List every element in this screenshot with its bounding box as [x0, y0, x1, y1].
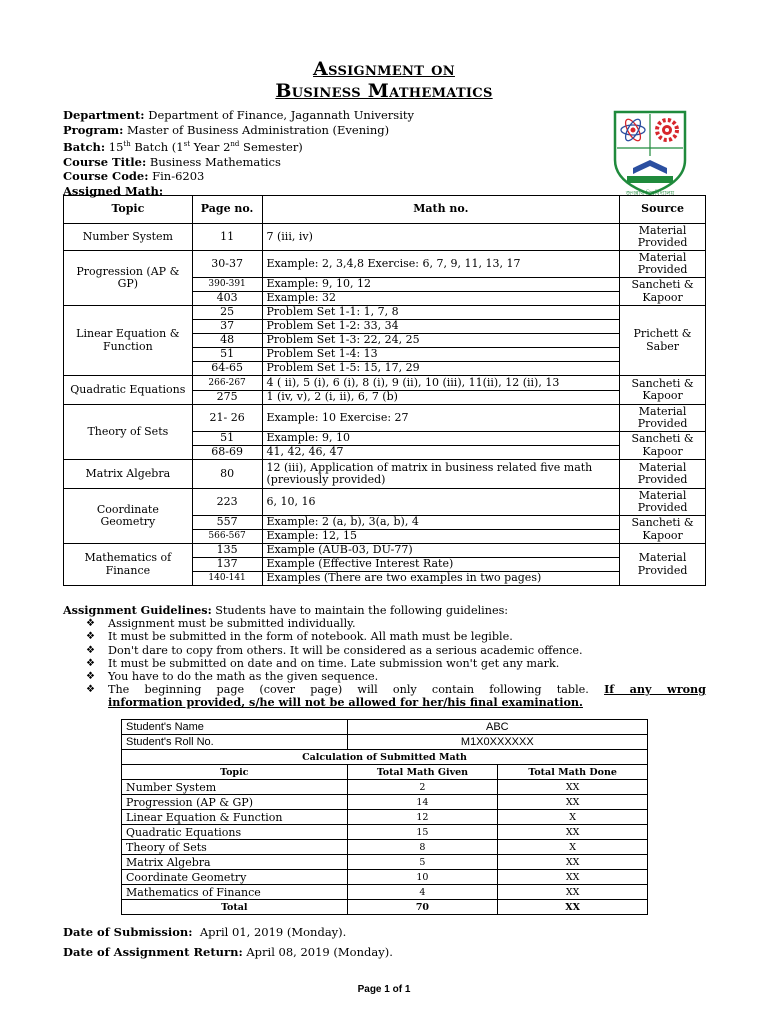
- diamond-bullet-icon: ❖: [86, 618, 95, 630]
- guidelines-label: Assignment Guidelines:: [63, 603, 212, 617]
- source-cell: Material Provided: [620, 460, 706, 489]
- university-logo-icon: [611, 108, 689, 198]
- math-cell: Problem Set 1-5: 15, 17, 29: [262, 362, 620, 376]
- course-title-label: Course Title:: [63, 154, 147, 169]
- topic-cell: Coordinate Geometry: [64, 489, 193, 544]
- diamond-bullet-icon: ❖: [86, 657, 95, 669]
- source-cell: Material Provided: [620, 251, 706, 278]
- table-row: [122, 840, 648, 855]
- table-row: [64, 544, 706, 558]
- math-cell: Example: 2 (a, b), 3(a, b), 4: [262, 516, 620, 530]
- program-label: Program:: [63, 122, 124, 137]
- topic-cell: Quadratic Equations: [122, 825, 348, 840]
- topic-cell: Mathematics of Finance: [64, 544, 193, 586]
- topic-cell: Quadratic Equations: [64, 376, 193, 405]
- page-cell: 68-69: [192, 446, 262, 460]
- roll-no-value: M1X0XXXXXX: [347, 735, 647, 750]
- topic-cell: Linear Equation & Function: [122, 810, 348, 825]
- page-cell: 223: [192, 489, 262, 516]
- given-cell: 5: [347, 855, 498, 870]
- math-cell: Problem Set 1-1: 1, 7, 8: [262, 306, 620, 320]
- student-name-label: Student's Name: [122, 720, 348, 735]
- table-header-row: [122, 765, 648, 780]
- submission-cover-table: [121, 719, 648, 915]
- given-cell: 4: [347, 885, 498, 900]
- assigned-math-table: [63, 195, 706, 586]
- course-code-value: Fin-6203: [152, 169, 205, 184]
- page-cell: 403: [192, 292, 262, 306]
- title-line-1: Assignment on: [313, 58, 455, 80]
- diamond-bullet-icon: ❖: [86, 644, 95, 656]
- department-value: Department of Finance, Jagannath University: [148, 108, 415, 122]
- return-date-label: Date of Assignment Return:: [63, 945, 243, 959]
- header-topic: Topic: [64, 196, 193, 224]
- warning-text: information provided, s/he will not be allowed for her/his final examination.: [108, 695, 583, 710]
- given-cell: 8: [347, 840, 498, 855]
- batch-text-1: Batch (1: [130, 140, 184, 155]
- page-cell: 135: [192, 544, 262, 558]
- batch-text-2: Year 2: [190, 140, 231, 155]
- topic-cell: Matrix Algebra: [64, 460, 193, 489]
- done-cell: XX: [498, 885, 648, 900]
- math-cell: Example: 9, 10: [262, 432, 620, 446]
- math-cell: Example: 9, 10, 12: [262, 278, 620, 292]
- return-date-value: April 08, 2019 (Monday).: [242, 945, 393, 959]
- table-row: [122, 720, 648, 735]
- page-cell: 51: [192, 432, 262, 446]
- table-row: [64, 489, 706, 516]
- source-cell: Prichett & Saber: [620, 306, 706, 376]
- page-cell: 557: [192, 516, 262, 530]
- diamond-bullet-icon: ❖: [86, 671, 95, 683]
- course-title-value: Business Mathematics: [149, 154, 281, 169]
- table-row: [64, 306, 706, 320]
- total-label: Total: [122, 900, 348, 915]
- math-cell: 4 ( ii), 5 (i), 6 (i), 8 (i), 9 (ii), 10 (iii), 11(ii), 12 (ii), 13: [262, 376, 620, 391]
- list-item: [63, 617, 706, 630]
- table-row: [122, 750, 648, 765]
- page-cell: 30-37: [192, 251, 262, 278]
- page-cell: 80: [192, 460, 262, 489]
- topic-cell: Theory of Sets: [64, 405, 193, 460]
- table-row: [64, 376, 706, 391]
- page-cell: 140-141: [192, 572, 262, 586]
- math-cell: 1 (iv, v), 2 (i, ii), 6, 7 (b): [262, 391, 620, 405]
- table-row: [122, 795, 648, 810]
- department-label: Department:: [63, 108, 145, 122]
- math-cell: 6, 10, 16: [262, 489, 620, 516]
- page-cell: 25: [192, 306, 262, 320]
- guideline-text: Don't dare to copy from others. It will be considered as a serious academic offence.: [108, 643, 583, 657]
- batch-sup-1: th: [123, 140, 131, 149]
- table-row: [122, 780, 648, 795]
- student-name-value: ABC: [347, 720, 647, 735]
- done-cell: XX: [498, 780, 648, 795]
- page-cell: 37: [192, 320, 262, 334]
- source-cell: Sancheti & Kapoor: [620, 432, 706, 460]
- math-cell: Example: 12, 15: [262, 530, 620, 544]
- table-row: [64, 405, 706, 432]
- table-row: [122, 885, 648, 900]
- batch-sup-3: nd: [230, 140, 240, 149]
- page-cell: 64-65: [192, 362, 262, 376]
- source-cell: Material Provided: [620, 224, 706, 251]
- submission-date-label: Date of Submission:: [63, 925, 193, 939]
- logo-motto: জগন্নাথ বিশ্ববিদ্যালয়: [625, 190, 675, 197]
- done-cell: XX: [498, 855, 648, 870]
- topic-cell: Number System: [64, 224, 193, 251]
- topic-cell: Mathematics of Finance: [122, 885, 348, 900]
- table-row: [122, 810, 648, 825]
- done-cell: XX: [498, 825, 648, 840]
- source-cell: Sancheti & Kapoor: [620, 516, 706, 544]
- list-item: [63, 630, 706, 643]
- table-header-row: [64, 196, 706, 224]
- topic-cell: Progression (AP & GP): [122, 795, 348, 810]
- batch-number: 15: [108, 140, 124, 155]
- batch-label: Batch:: [63, 140, 106, 155]
- list-item: [63, 696, 706, 709]
- math-cell: Problem Set 1-3: 22, 24, 25: [262, 334, 620, 348]
- title-line-2: Business Mathematics: [275, 80, 493, 102]
- topic-cell: Number System: [122, 780, 348, 795]
- table-row: [64, 460, 706, 489]
- given-cell: 15: [347, 825, 498, 840]
- math-cell: 41, 42, 46, 47: [262, 446, 620, 460]
- page-cell: 21- 26: [192, 405, 262, 432]
- assigned-math-label: Assigned Math:: [63, 183, 164, 198]
- table-row: [122, 735, 648, 750]
- guidelines-list: [63, 617, 706, 709]
- warning-text: If any wrong: [604, 682, 707, 697]
- list-item: [63, 644, 706, 657]
- topic-cell: Theory of Sets: [122, 840, 348, 855]
- guidelines-intro: Students have to maintain the following guidelines:: [211, 604, 509, 617]
- math-cell: Example: 10 Exercise: 27: [262, 405, 620, 432]
- page-cell: 137: [192, 558, 262, 572]
- table-row: [64, 251, 706, 278]
- program-value: Master of Business Administration (Evening): [127, 122, 390, 137]
- diamond-bullet-icon: ❖: [86, 684, 95, 696]
- header-source: Source: [620, 196, 706, 224]
- done-cell: XX: [498, 870, 648, 885]
- total-row: [122, 900, 648, 915]
- batch-sup-2: st: [183, 140, 191, 149]
- math-cell: Problem Set 1-2: 33, 34: [262, 320, 620, 334]
- guideline-text: It must be submitted in the form of notebook. All math must be legible.: [108, 630, 513, 644]
- topic-cell: Progression (AP & GP): [64, 251, 193, 306]
- page-cell: 390-391: [192, 278, 262, 292]
- source-cell: Material Provided: [620, 489, 706, 516]
- math-cell: Example (AUB-03, DU-77): [262, 544, 620, 558]
- list-item: [63, 657, 706, 670]
- submission-date-value: April 01, 2019 (Monday).: [192, 925, 347, 939]
- page-number: Page 1 of 1: [357, 984, 411, 995]
- course-code-label: Course Code:: [63, 169, 149, 184]
- guideline-text: It must be submitted on date and on time. Late submission won't get any mark.: [108, 656, 560, 670]
- header-page: Page no.: [192, 196, 262, 224]
- done-cell: X: [498, 840, 648, 855]
- math-cell: 7 (iii, iv): [262, 224, 620, 251]
- table-row: [122, 825, 648, 840]
- table-row: [122, 855, 648, 870]
- given-cell: 14: [347, 795, 498, 810]
- given-cell: 10: [347, 870, 498, 885]
- page-cell: 566-567: [192, 530, 262, 544]
- header-math: Math no.: [262, 196, 620, 224]
- source-cell: Sancheti & Kapoor: [620, 278, 706, 306]
- source-cell: Material Provided: [620, 544, 706, 586]
- math-cell: 12 (iii), Application of matrix in business related five math (previously provided): [262, 460, 620, 489]
- guideline-text: The beginning page (cover page) will only contain following table.: [108, 683, 589, 697]
- submission-caption: Calculation of Submitted Math: [122, 750, 648, 765]
- source-cell: Sancheti & Kapoor: [620, 376, 706, 405]
- header-total-given: Total Math Given: [347, 765, 498, 780]
- total-done: XX: [498, 900, 648, 915]
- math-cell: Example: 2, 3,4,8 Exercise: 6, 7, 9, 11, 13, 17: [262, 251, 620, 278]
- page-cell: 51: [192, 348, 262, 362]
- math-cell: Problem Set 1-4: 13: [262, 348, 620, 362]
- header-topic: Topic: [122, 765, 348, 780]
- diamond-bullet-icon: ❖: [86, 631, 95, 643]
- given-cell: 2: [347, 780, 498, 795]
- math-cell: Examples (There are two examples in two pages): [262, 572, 620, 586]
- math-cell: Example: 32: [262, 292, 620, 306]
- topic-cell: Linear Equation & Function: [64, 306, 193, 376]
- assignment-dates: [63, 922, 393, 962]
- assignment-guidelines: [63, 604, 706, 710]
- course-info: [63, 108, 414, 198]
- total-given: 70: [347, 900, 498, 915]
- page-cell: 266-267: [192, 376, 262, 391]
- page-cell: 11: [192, 224, 262, 251]
- source-cell: Material Provided: [620, 405, 706, 432]
- table-row: [122, 870, 648, 885]
- given-cell: 12: [347, 810, 498, 825]
- topic-cell: Matrix Algebra: [122, 855, 348, 870]
- header-total-done: Total Math Done: [498, 765, 648, 780]
- done-cell: XX: [498, 795, 648, 810]
- page-cell: 48: [192, 334, 262, 348]
- done-cell: X: [498, 810, 648, 825]
- topic-cell: Coordinate Geometry: [122, 870, 348, 885]
- batch-text-3: Semester): [239, 140, 303, 155]
- guideline-text: You have to do the math as the given sequence.: [108, 670, 379, 684]
- roll-no-label: Student's Roll No.: [122, 735, 348, 750]
- math-cell: Example (Effective Interest Rate): [262, 558, 620, 572]
- table-row: [64, 224, 706, 251]
- guideline-text: Assignment must be submitted individually.: [108, 617, 356, 631]
- page-cell: 275: [192, 391, 262, 405]
